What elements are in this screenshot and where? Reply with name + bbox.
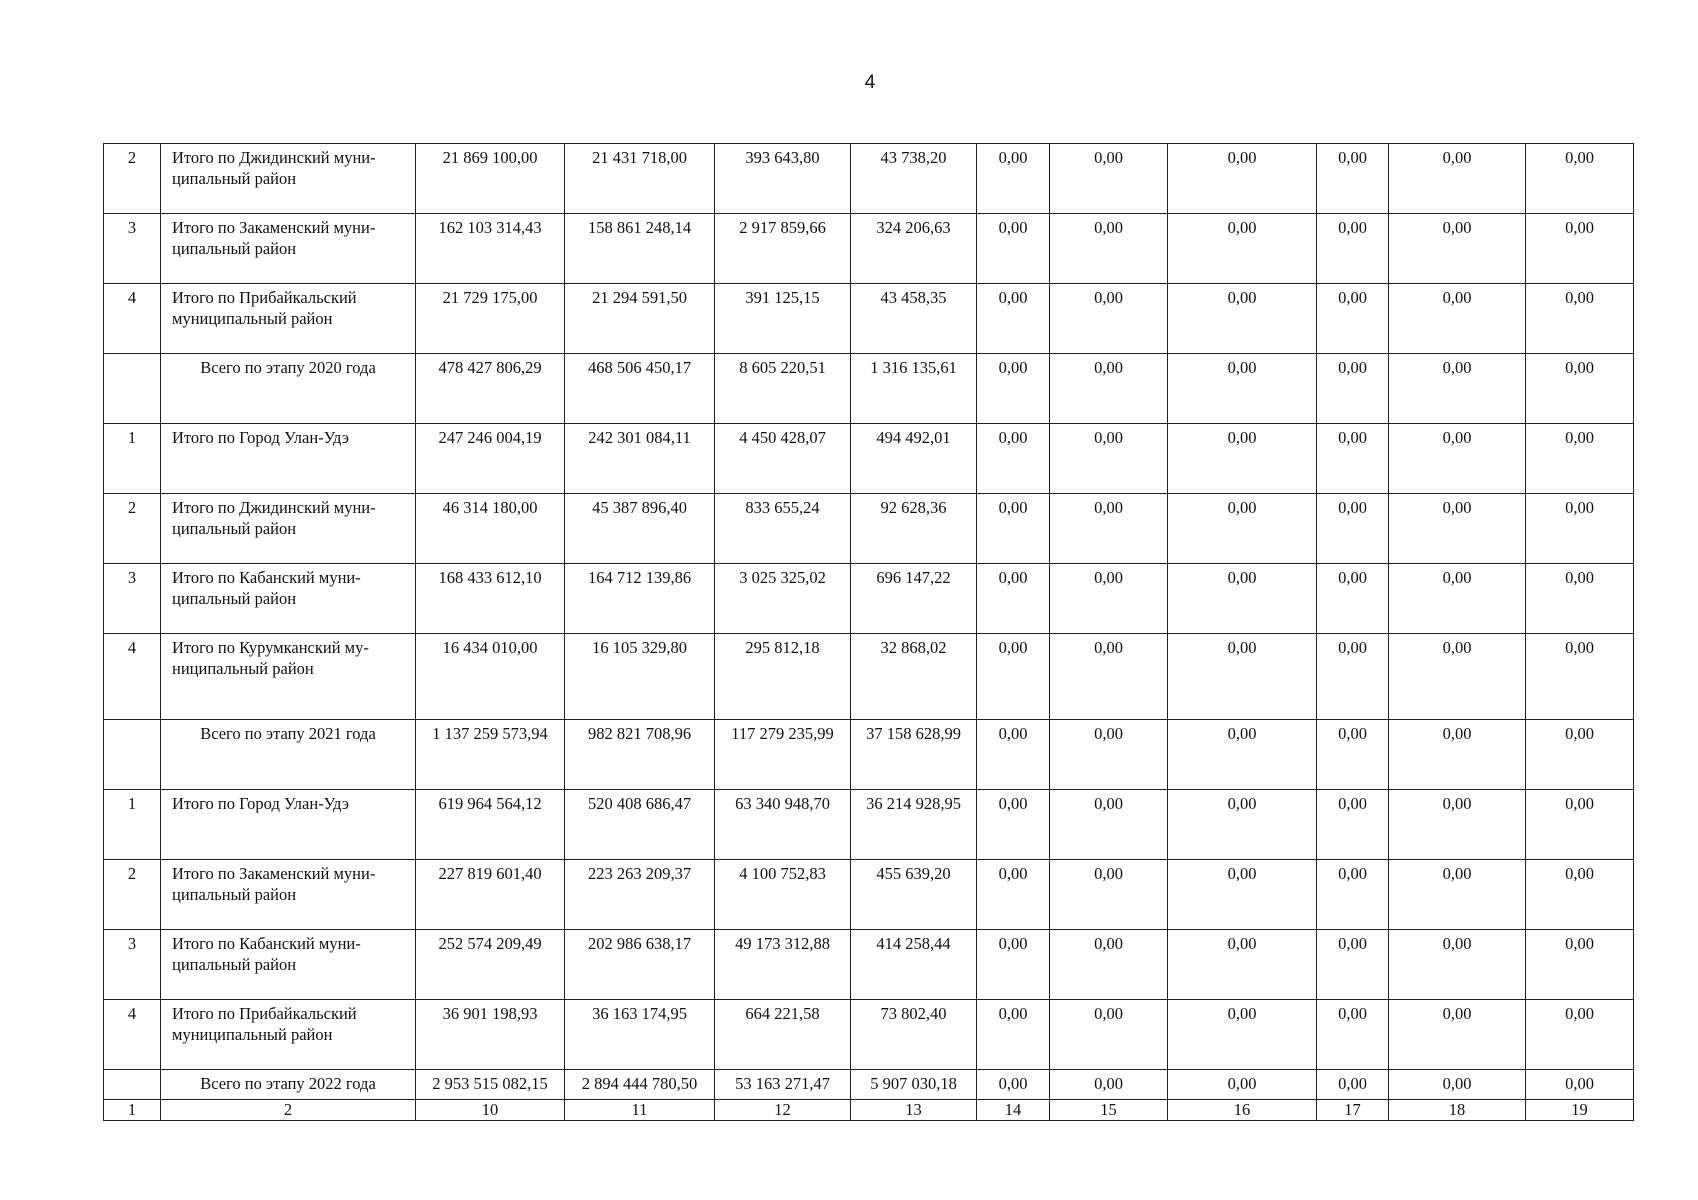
value-cell: 0,00: [977, 1070, 1050, 1100]
value-cell: 0,00: [977, 214, 1050, 284]
value-cell: 0,00: [1526, 930, 1634, 1000]
column-number-cell: 2: [161, 1100, 416, 1121]
value-cell: 4 450 428,07: [715, 424, 851, 494]
total-row: [104, 720, 1634, 790]
value-cell: 0,00: [1526, 720, 1634, 790]
value-cell: 0,00: [1317, 494, 1389, 564]
value-cell: 0,00: [1168, 1000, 1317, 1070]
row-number-cell: [104, 720, 161, 790]
row-number-cell: [104, 1070, 161, 1100]
value-cell: 0,00: [1389, 354, 1526, 424]
value-cell: 414 258,44: [851, 930, 977, 1000]
column-number-cell: 18: [1389, 1100, 1526, 1121]
value-cell: 73 802,40: [851, 1000, 977, 1070]
value-cell: 0,00: [1389, 144, 1526, 214]
district-name-cell: Итого по Закаменский муни-ципальный район: [161, 860, 416, 930]
value-cell: 0,00: [977, 860, 1050, 930]
table-row: [104, 930, 1634, 1000]
value-cell: 168 433 612,10: [416, 564, 565, 634]
district-name-cell: Итого по Джидинский муни-ципальный район: [161, 144, 416, 214]
value-cell: 0,00: [1168, 284, 1317, 354]
column-number-cell: 1: [104, 1100, 161, 1121]
table-body: [104, 144, 1634, 1121]
value-cell: 0,00: [1526, 424, 1634, 494]
row-number-cell: 2: [104, 494, 161, 564]
value-cell: 0,00: [1168, 214, 1317, 284]
row-number-cell: [104, 354, 161, 424]
column-number-cell: 16: [1168, 1100, 1317, 1121]
value-cell: 0,00: [977, 634, 1050, 720]
table-row: [104, 790, 1634, 860]
value-cell: 0,00: [1389, 494, 1526, 564]
value-cell: 0,00: [1168, 494, 1317, 564]
table-row: [104, 564, 1634, 634]
value-cell: 0,00: [1526, 284, 1634, 354]
value-cell: 0,00: [977, 564, 1050, 634]
value-cell: 36 163 174,95: [565, 1000, 715, 1070]
value-cell: 0,00: [1168, 144, 1317, 214]
value-cell: 0,00: [1050, 930, 1168, 1000]
column-number-cell: 13: [851, 1100, 977, 1121]
value-cell: 0,00: [1050, 790, 1168, 860]
value-cell: 92 628,36: [851, 494, 977, 564]
value-cell: 0,00: [1168, 720, 1317, 790]
row-number-cell: 4: [104, 284, 161, 354]
value-cell: 0,00: [1168, 564, 1317, 634]
district-name-cell: Итого по Кабанский муни-ципальный район: [161, 930, 416, 1000]
table-row: [104, 144, 1634, 214]
value-cell: 982 821 708,96: [565, 720, 715, 790]
value-cell: 242 301 084,11: [565, 424, 715, 494]
value-cell: 494 492,01: [851, 424, 977, 494]
value-cell: 0,00: [1389, 1070, 1526, 1100]
value-cell: 0,00: [1050, 144, 1168, 214]
value-cell: 0,00: [1050, 494, 1168, 564]
table-row: [104, 860, 1634, 930]
value-cell: 393 643,80: [715, 144, 851, 214]
value-cell: 21 431 718,00: [565, 144, 715, 214]
value-cell: 8 605 220,51: [715, 354, 851, 424]
value-cell: 0,00: [977, 284, 1050, 354]
district-name-cell: Итого по Закаменский муни-ципальный район: [161, 214, 416, 284]
value-cell: 0,00: [1389, 634, 1526, 720]
value-cell: 202 986 638,17: [565, 930, 715, 1000]
value-cell: 324 206,63: [851, 214, 977, 284]
value-cell: 0,00: [1389, 720, 1526, 790]
stage-total-label: Всего по этапу 2022 года: [161, 1070, 416, 1100]
value-cell: 2 953 515 082,15: [416, 1070, 565, 1100]
value-cell: 0,00: [1526, 1070, 1634, 1100]
column-number-row: [104, 1100, 1634, 1121]
table-row: [104, 1000, 1634, 1070]
table-row: [104, 214, 1634, 284]
value-cell: 0,00: [1317, 284, 1389, 354]
value-cell: 0,00: [1526, 144, 1634, 214]
value-cell: 43 738,20: [851, 144, 977, 214]
value-cell: 117 279 235,99: [715, 720, 851, 790]
value-cell: 0,00: [1317, 424, 1389, 494]
row-number-cell: 3: [104, 564, 161, 634]
value-cell: 4 100 752,83: [715, 860, 851, 930]
value-cell: 0,00: [1050, 214, 1168, 284]
value-cell: 5 907 030,18: [851, 1070, 977, 1100]
column-number-cell: 15: [1050, 1100, 1168, 1121]
value-cell: 32 868,02: [851, 634, 977, 720]
value-cell: 1 316 135,61: [851, 354, 977, 424]
value-cell: 0,00: [1317, 1000, 1389, 1070]
value-cell: 0,00: [977, 1000, 1050, 1070]
value-cell: 520 408 686,47: [565, 790, 715, 860]
value-cell: 162 103 314,43: [416, 214, 565, 284]
value-cell: 478 427 806,29: [416, 354, 565, 424]
value-cell: 252 574 209,49: [416, 930, 565, 1000]
value-cell: 247 246 004,19: [416, 424, 565, 494]
district-name-cell: Итого по Город Улан-Удэ: [161, 424, 416, 494]
value-cell: 0,00: [1317, 930, 1389, 1000]
value-cell: 0,00: [977, 424, 1050, 494]
value-cell: 0,00: [1526, 860, 1634, 930]
value-cell: 164 712 139,86: [565, 564, 715, 634]
table-row: [104, 424, 1634, 494]
district-name-cell: Итого по Город Улан-Удэ: [161, 790, 416, 860]
value-cell: 0,00: [1168, 354, 1317, 424]
district-name-cell: Итого по Курумканский му-ниципальный район: [161, 634, 416, 720]
value-cell: 0,00: [1317, 1070, 1389, 1100]
value-cell: 36 901 198,93: [416, 1000, 565, 1070]
value-cell: 0,00: [977, 354, 1050, 424]
value-cell: 0,00: [1050, 720, 1168, 790]
value-cell: 0,00: [1526, 564, 1634, 634]
row-number-cell: 2: [104, 860, 161, 930]
value-cell: 0,00: [977, 930, 1050, 1000]
budget-table: [103, 143, 1634, 1121]
value-cell: 0,00: [1317, 564, 1389, 634]
column-number-cell: 19: [1526, 1100, 1634, 1121]
row-number-cell: 4: [104, 634, 161, 720]
value-cell: 0,00: [1526, 354, 1634, 424]
value-cell: 391 125,15: [715, 284, 851, 354]
value-cell: 63 340 948,70: [715, 790, 851, 860]
value-cell: 0,00: [1389, 1000, 1526, 1070]
value-cell: 21 294 591,50: [565, 284, 715, 354]
value-cell: 0,00: [1317, 634, 1389, 720]
page-number: 4: [864, 72, 876, 93]
value-cell: 0,00: [1168, 634, 1317, 720]
value-cell: 0,00: [977, 144, 1050, 214]
value-cell: 0,00: [1168, 790, 1317, 860]
row-number-cell: 1: [104, 790, 161, 860]
value-cell: 2 917 859,66: [715, 214, 851, 284]
value-cell: 21 729 175,00: [416, 284, 565, 354]
value-cell: 43 458,35: [851, 284, 977, 354]
value-cell: 0,00: [1050, 860, 1168, 930]
value-cell: 0,00: [1317, 860, 1389, 930]
value-cell: 53 163 271,47: [715, 1070, 851, 1100]
value-cell: 0,00: [1389, 424, 1526, 494]
value-cell: 455 639,20: [851, 860, 977, 930]
value-cell: 0,00: [1168, 424, 1317, 494]
row-number-cell: 4: [104, 1000, 161, 1070]
value-cell: 0,00: [1389, 214, 1526, 284]
value-cell: 21 869 100,00: [416, 144, 565, 214]
value-cell: 227 819 601,40: [416, 860, 565, 930]
value-cell: 36 214 928,95: [851, 790, 977, 860]
column-number-cell: 11: [565, 1100, 715, 1121]
value-cell: 0,00: [977, 790, 1050, 860]
value-cell: 49 173 312,88: [715, 930, 851, 1000]
value-cell: 158 861 248,14: [565, 214, 715, 284]
value-cell: 45 387 896,40: [565, 494, 715, 564]
row-number-cell: 2: [104, 144, 161, 214]
row-number-cell: 1: [104, 424, 161, 494]
value-cell: 0,00: [1168, 860, 1317, 930]
value-cell: 0,00: [1389, 564, 1526, 634]
column-number-cell: 17: [1317, 1100, 1389, 1121]
table-row: [104, 494, 1634, 564]
stage-total-label: Всего по этапу 2021 года: [161, 720, 416, 790]
value-cell: 0,00: [1050, 424, 1168, 494]
value-cell: 0,00: [1050, 354, 1168, 424]
value-cell: 16 105 329,80: [565, 634, 715, 720]
value-cell: 0,00: [1389, 790, 1526, 860]
value-cell: 0,00: [1317, 354, 1389, 424]
value-cell: 0,00: [1050, 564, 1168, 634]
value-cell: 46 314 180,00: [416, 494, 565, 564]
value-cell: 0,00: [1168, 1070, 1317, 1100]
column-number-cell: 12: [715, 1100, 851, 1121]
value-cell: 2 894 444 780,50: [565, 1070, 715, 1100]
district-name-cell: Итого по Прибайкальский муниципальный район: [161, 1000, 416, 1070]
value-cell: 0,00: [1317, 790, 1389, 860]
total-row: [104, 1070, 1634, 1100]
district-name-cell: Итого по Кабанский муни-ципальный район: [161, 564, 416, 634]
value-cell: 0,00: [1389, 930, 1526, 1000]
district-name-cell: Итого по Джидинский муни-ципальный район: [161, 494, 416, 564]
value-cell: 0,00: [1389, 284, 1526, 354]
value-cell: 295 812,18: [715, 634, 851, 720]
value-cell: 0,00: [1168, 930, 1317, 1000]
value-cell: 0,00: [1526, 1000, 1634, 1070]
value-cell: 16 434 010,00: [416, 634, 565, 720]
value-cell: 1 137 259 573,94: [416, 720, 565, 790]
table-row: [104, 284, 1634, 354]
row-number-cell: 3: [104, 214, 161, 284]
value-cell: 696 147,22: [851, 564, 977, 634]
value-cell: 0,00: [1389, 860, 1526, 930]
column-number-cell: 10: [416, 1100, 565, 1121]
value-cell: 0,00: [1317, 214, 1389, 284]
value-cell: 0,00: [1050, 634, 1168, 720]
value-cell: 0,00: [1050, 1070, 1168, 1100]
value-cell: 619 964 564,12: [416, 790, 565, 860]
value-cell: 0,00: [1526, 214, 1634, 284]
row-number-cell: 3: [104, 930, 161, 1000]
value-cell: 0,00: [1317, 720, 1389, 790]
value-cell: 0,00: [1317, 144, 1389, 214]
value-cell: 0,00: [1526, 634, 1634, 720]
value-cell: 37 158 628,99: [851, 720, 977, 790]
table-row: [104, 634, 1634, 720]
column-number-cell: 14: [977, 1100, 1050, 1121]
value-cell: 0,00: [1050, 284, 1168, 354]
value-cell: 664 221,58: [715, 1000, 851, 1070]
value-cell: 0,00: [1526, 790, 1634, 860]
stage-total-label: Всего по этапу 2020 года: [161, 354, 416, 424]
value-cell: 0,00: [1050, 1000, 1168, 1070]
value-cell: 0,00: [977, 720, 1050, 790]
value-cell: 223 263 209,37: [565, 860, 715, 930]
value-cell: 833 655,24: [715, 494, 851, 564]
value-cell: 468 506 450,17: [565, 354, 715, 424]
value-cell: 0,00: [977, 494, 1050, 564]
total-row: [104, 354, 1634, 424]
value-cell: 3 025 325,02: [715, 564, 851, 634]
value-cell: 0,00: [1526, 494, 1634, 564]
district-name-cell: Итого по Прибайкальский муниципальный район: [161, 284, 416, 354]
